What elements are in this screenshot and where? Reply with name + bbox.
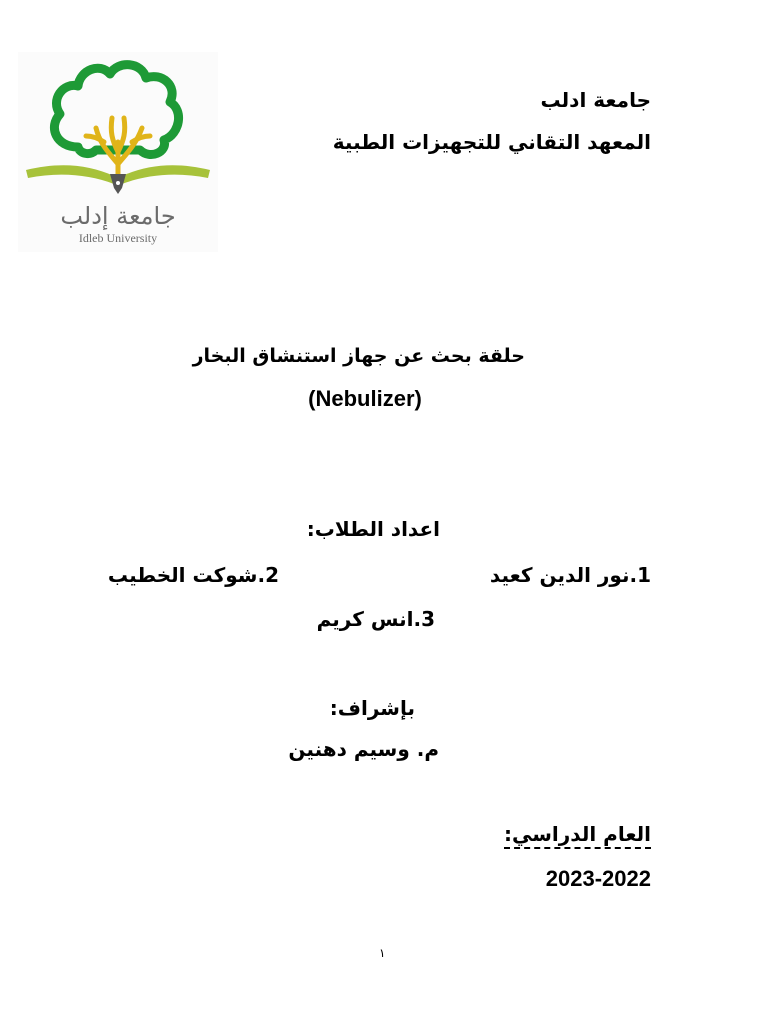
- academic-year-value: 2023-2022: [545, 866, 651, 891]
- logo-english-text: Idleb University: [78, 231, 158, 245]
- university-logo: [18, 52, 218, 252]
- research-title-arabic: حلقة بحث عن جهاز استنشاق البخار: [192, 345, 525, 367]
- students-label: اعداد الطلاب:: [306, 517, 440, 541]
- logo-arabic-text: جامعة إدلب: [60, 202, 176, 230]
- tree-book-pen-logo-icon: [18, 52, 218, 252]
- student-name: 1.نور الدين كعيد: [489, 563, 651, 587]
- supervisor-name: م. وسيم دهنين: [288, 737, 439, 761]
- university-name: جامعة ادلب: [540, 88, 651, 112]
- student-name: 2.شوكت الخطيب: [107, 563, 279, 587]
- institute-name: المعهد التقاني للتجهيزات الطبية: [332, 130, 651, 154]
- research-title-english: (Nebulizer): [308, 386, 422, 411]
- academic-year-label: العام الدراسي:: [504, 822, 651, 849]
- supervision-label: بإشراف:: [329, 696, 415, 720]
- student-name: 3.انس كريم: [316, 607, 435, 631]
- page-number: ١: [379, 946, 386, 960]
